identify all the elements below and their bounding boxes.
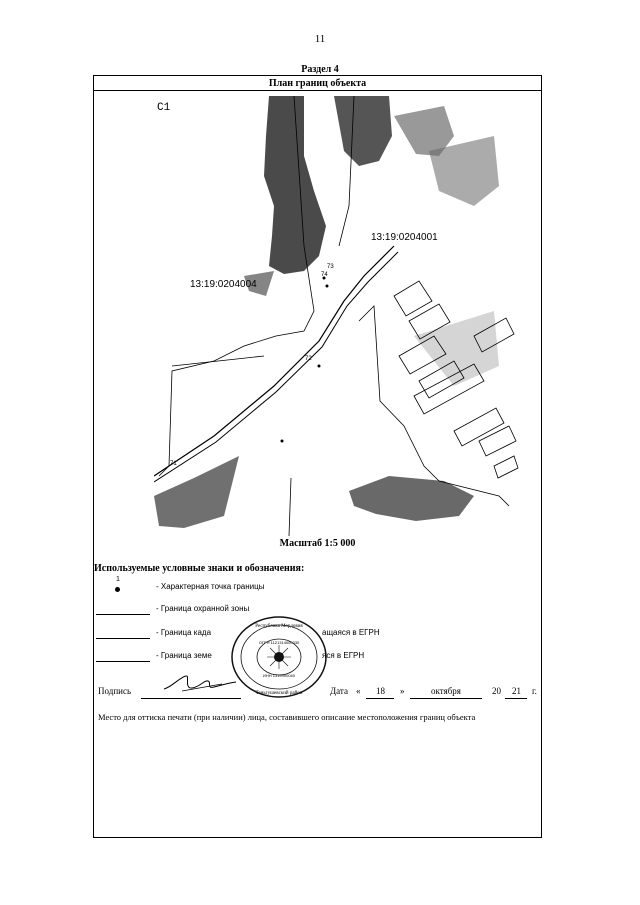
stamp-inn: ИНН 1319900040 <box>262 673 296 678</box>
day-underline <box>366 698 394 699</box>
legend-label: - Граница када <box>156 628 212 637</box>
year-unit: г. <box>532 686 537 696</box>
section-title: Раздел 4 <box>301 64 339 75</box>
point-dot-icon <box>115 587 120 592</box>
point-label: 71 <box>170 461 177 467</box>
stamp-ogrn: ОГРН 1121314000330 <box>258 640 300 645</box>
scale-label: Масштаб 1:5 000 <box>279 538 356 549</box>
svg-text:Теньгушевский район: Теньгушевский район <box>255 691 303 696</box>
sheet-label: С1 <box>157 102 171 114</box>
parcel-boundary <box>289 478 291 536</box>
plan-title: План границ объекта <box>268 78 367 89</box>
legend-label-suffix: ащаяся в ЕГРН <box>322 628 380 637</box>
legend-label: - Граница земе <box>156 651 212 660</box>
signature-label: Подпись <box>98 686 132 696</box>
title-divider <box>94 90 541 91</box>
signature-date-row <box>98 686 538 704</box>
point-label: 72 <box>305 356 312 362</box>
point-label: 73 <box>327 264 334 270</box>
forest-area <box>414 311 499 386</box>
parcel-boundary <box>172 356 264 366</box>
parcel-label: 13:19:0204001 <box>371 232 438 243</box>
point-label: 74 <box>321 272 328 278</box>
water-body <box>349 476 474 521</box>
svg-text:Республика Мордовия: Республика Мордовия <box>255 624 303 629</box>
page-number: 11 <box>314 33 326 45</box>
date-label: Дата <box>330 686 348 696</box>
date-month: октября <box>431 686 461 696</box>
open-quote: « <box>356 686 361 696</box>
close-quote: » <box>400 686 405 696</box>
signature-line <box>141 698 241 699</box>
line-symbol <box>94 648 152 664</box>
forest-area <box>334 96 392 166</box>
date-day: 18 <box>376 686 385 696</box>
year-underline <box>505 698 527 699</box>
cadastral-map <box>154 96 519 536</box>
forest-area <box>264 96 326 274</box>
legend-label-suffix: яся в ЕГРН <box>322 651 365 660</box>
line-symbol <box>94 625 152 641</box>
year-prefix: 20 <box>492 686 501 696</box>
boundary-point-symbol <box>94 576 152 595</box>
year-suffix: 21 <box>512 686 521 696</box>
legend-item <box>94 576 454 599</box>
line-symbol <box>94 601 152 617</box>
point-number: 1 <box>116 576 120 583</box>
legend-label: - Характерная точка границы <box>156 582 265 591</box>
month-underline <box>410 698 482 699</box>
legend-heading: Используемые условные знаки и обозначения: <box>94 563 305 574</box>
map-drawing <box>154 96 519 536</box>
legend-label: - Граница охранной зоны <box>156 604 250 613</box>
stamp-note: Место для оттиска печати (при наличии) лица, составившего описание местоположения границ объекта <box>98 712 476 722</box>
parcel-label: 13:19:0204004 <box>190 279 257 290</box>
plan-frame <box>93 75 542 838</box>
